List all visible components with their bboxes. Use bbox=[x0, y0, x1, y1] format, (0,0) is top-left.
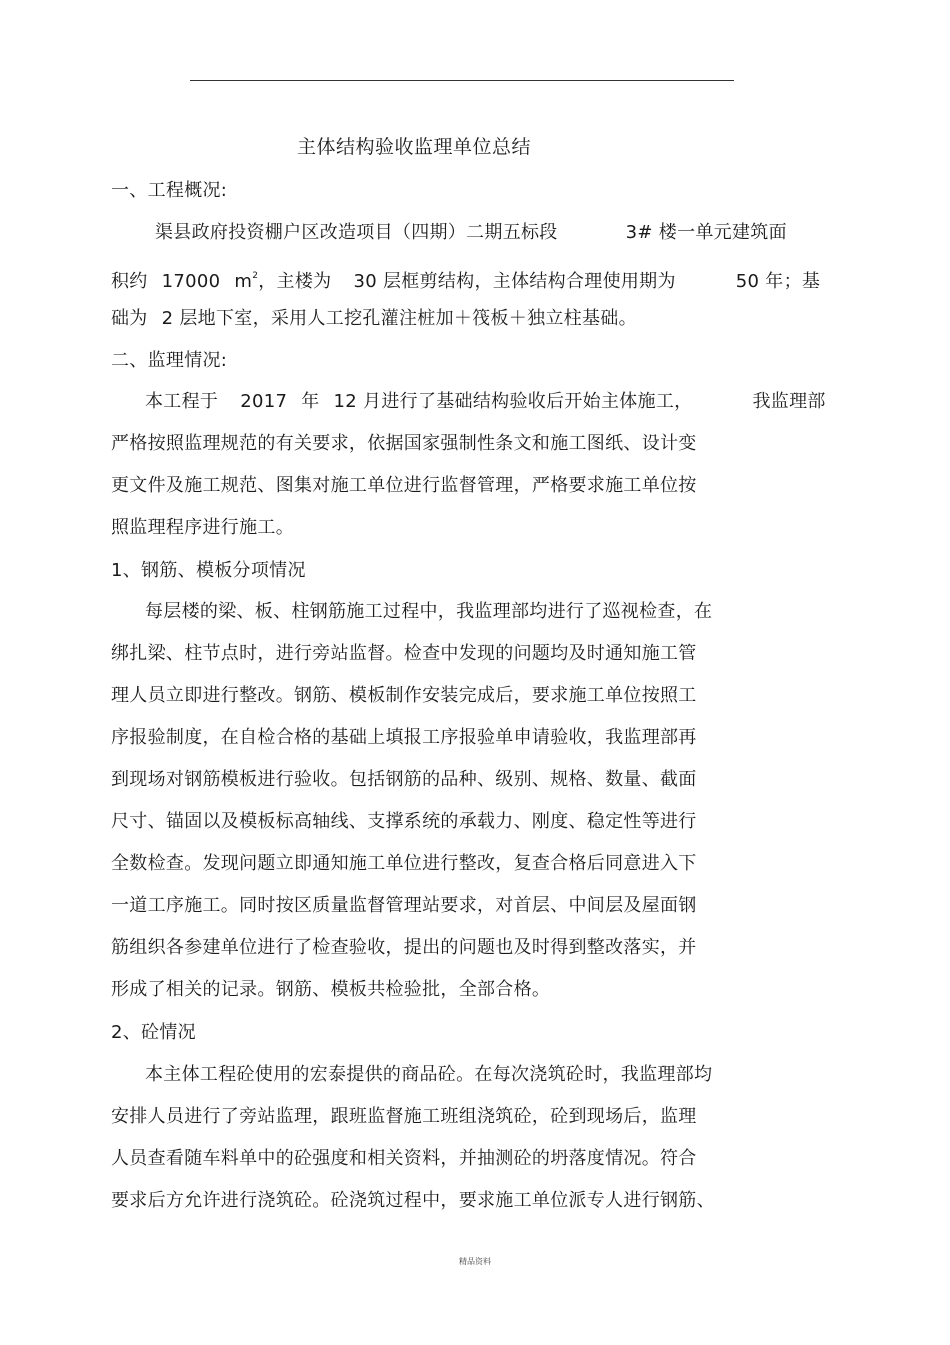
text-run: 渠县政府投资棚户区改造项目（四期）二期五标段 bbox=[155, 222, 558, 243]
unit-text: m bbox=[234, 271, 253, 292]
text-run: 础为 bbox=[111, 308, 148, 329]
text-run: 本工程于 bbox=[145, 391, 219, 412]
paragraph-line: 理人员立即进行整改。钢筋、模板制作安装完成后，要求施工单位按照工 bbox=[111, 685, 697, 706]
text-run: 2 层地下室，采用人工挖孔灌注桩加＋筏板＋独立柱基础。 bbox=[161, 308, 637, 329]
paragraph-line: 全数检查。发现问题立即通知施工单位进行整改，复查合格后同意进入下 bbox=[111, 853, 697, 874]
header-rule bbox=[190, 80, 734, 81]
subsection-heading-concrete: 2、砼情况 bbox=[111, 1022, 196, 1043]
paragraph-line: 更文件及施工规范、图集对施工单位进行监督管理，严格要求施工单位按 bbox=[111, 475, 697, 496]
text-run: 我监理部 bbox=[752, 391, 826, 412]
paragraph-line: 序报验制度，在自检合格的基础上填报工序报验单申请验收，我监理部再 bbox=[111, 727, 697, 748]
subsection-heading-rebar-formwork: 1、钢筋、模板分项情况 bbox=[111, 560, 306, 581]
paragraph-line: 照监理程序进行施工。 bbox=[111, 517, 294, 538]
text-run: 50 年；基 bbox=[735, 271, 821, 292]
page-footer: 精品资料 bbox=[459, 1257, 491, 1266]
paragraph-line: 尺寸、锚固以及模板标高轴线、支撑系统的承载力、刚度、稳定性等进行 bbox=[111, 811, 697, 832]
paragraph-line: 人员查看随车料单中的砼强度和相关资料，并抽测砼的坍落度情况。符合 bbox=[111, 1148, 697, 1169]
text-run: 30 层框剪结构，主体结构合理使用期为 bbox=[353, 271, 676, 292]
text-run: 2017 bbox=[240, 391, 288, 412]
paragraph-line: 筋组织各参建单位进行了检查验收，提出的问题也及时得到整改落实，并 bbox=[111, 937, 697, 958]
section-heading-overview: 一、工程概况: bbox=[111, 180, 228, 201]
paragraph-line: 到现场对钢筋模板进行验收。包括钢筋的品种、级别、规格、数量、截面 bbox=[111, 769, 697, 790]
paragraph-line: 严格按照监理规范的有关要求，依据国家强制性条文和施工图纸、设计变 bbox=[111, 433, 697, 454]
text-run: 积约 bbox=[111, 271, 148, 292]
text-run: 3# 楼一单元建筑面 bbox=[625, 222, 787, 243]
section-heading-supervision: 二、监理情况: bbox=[111, 350, 228, 371]
text-run: 17000 bbox=[161, 271, 221, 292]
paragraph-line bbox=[145, 388, 826, 416]
text-run: ，主楼为 bbox=[258, 271, 332, 292]
paragraph-line: 绑扎梁、柱节点时，进行旁站监督。检查中发现的问题均及时通知施工管 bbox=[111, 643, 697, 664]
text-run: 12 月进行了基础结构验收后开始主体施工， bbox=[333, 391, 693, 412]
paragraph-line: 要求后方允许进行浇筑砼。砼浇筑过程中，要求施工单位派专人进行钢筋、 bbox=[111, 1190, 715, 1211]
paragraph-line: 本主体工程砼使用的宏泰提供的商品砼。在每次浇筑砼时，我监理部均 bbox=[145, 1064, 713, 1085]
paragraph-line bbox=[111, 262, 820, 296]
document-title: 主体结构验收监理单位总结 bbox=[296, 136, 531, 158]
paragraph-line: 每层楼的梁、板、柱钢筋施工过程中，我监理部均进行了巡视检查，在 bbox=[145, 601, 713, 622]
paragraph-line bbox=[111, 305, 637, 333]
paragraph-line bbox=[155, 219, 787, 247]
text-run: 年 bbox=[301, 391, 320, 412]
paragraph-line: 安排人员进行了旁站监理，跟班监督施工班组浇筑砼，砼到现场后，监理 bbox=[111, 1106, 697, 1127]
paragraph-line: 形成了相关的记录。钢筋、模板共检验批，全部合格。 bbox=[111, 979, 551, 1000]
paragraph-line: 一道工序施工。同时按区质量监督管理站要求，对首层、中间层及屋面钢 bbox=[111, 895, 697, 916]
unit-superscript: 2 bbox=[252, 271, 259, 281]
